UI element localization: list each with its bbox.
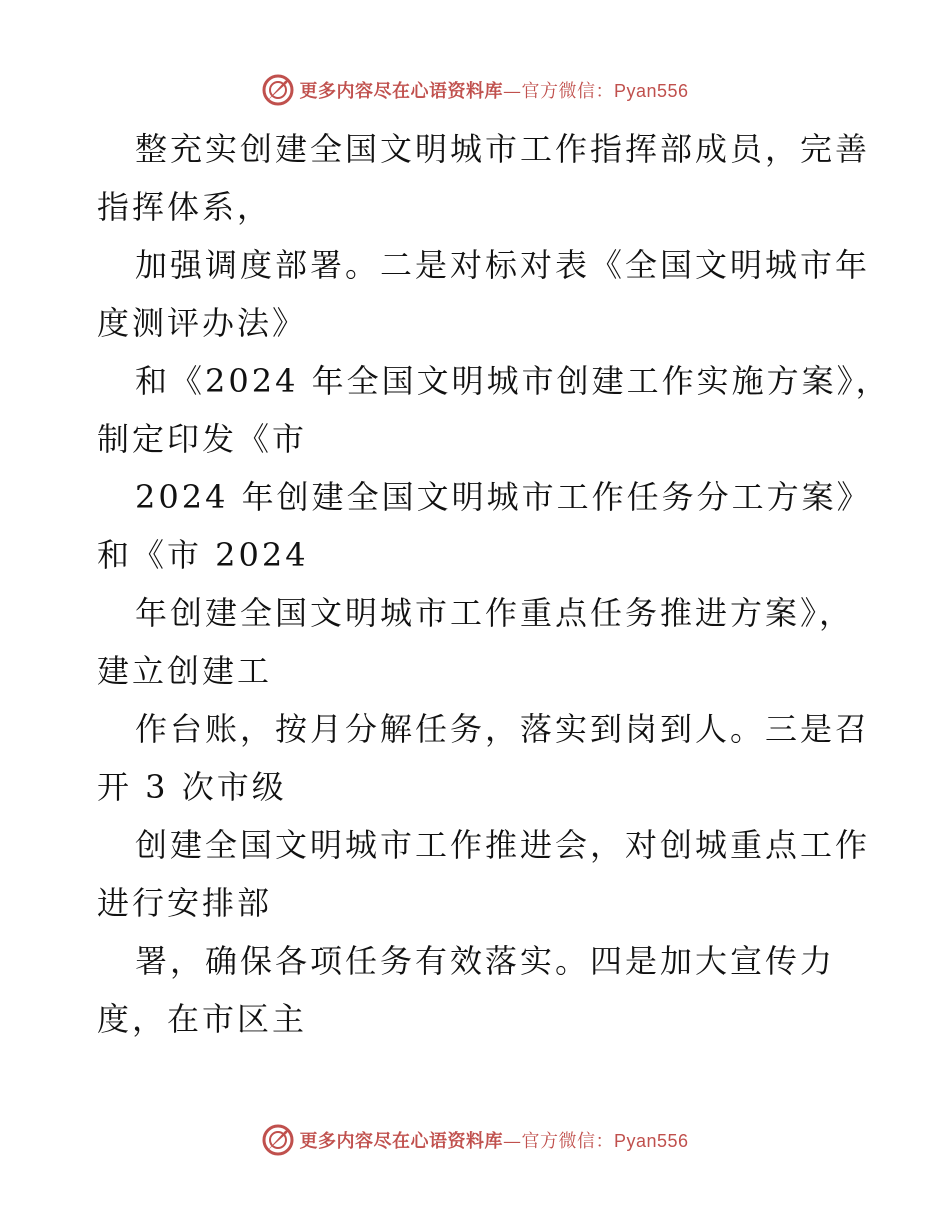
text-line: 署，确保各项任务有效落实。四是加大宣传力: [135, 942, 836, 980]
text-line: 和《2024 年全国文明城市创建工作实施方案》，: [135, 362, 891, 400]
header-wechat: 官方微信：Pyan556: [521, 81, 689, 101]
text-line: 度测评办法》: [97, 304, 308, 342]
quill-logo-icon: [261, 1123, 295, 1157]
footer-wechat: 官方微信：Pyan556: [521, 1131, 689, 1151]
footer-title: 更多内容尽在心语资料库: [299, 1131, 503, 1152]
text-line: 和《市 2024: [97, 536, 309, 574]
header-separator: —: [502, 81, 522, 102]
text-line: 年创建全国文明城市工作重点任务推进方案》，: [135, 594, 855, 632]
text-line: 加强调度部署。二是对标对表《全国文明城市年: [135, 246, 871, 284]
text-line: 制定印发《市: [97, 420, 308, 458]
body-text: [97, 120, 891, 1048]
text-line: 作台账，按月分解任务，落实到岗到人。三是召: [135, 710, 871, 748]
footer-separator: —: [502, 1131, 522, 1152]
footer-banner: [0, 1120, 950, 1160]
quill-logo-icon: [261, 73, 295, 107]
text-line: 进行安排部: [97, 884, 273, 922]
text-line: 2024 年创建全国文明城市工作任务分工方案》: [135, 478, 872, 516]
text-line: 度，在市区主: [97, 1000, 308, 1038]
text-line: 开 3 次市级: [97, 768, 287, 806]
text-line: 建立创建工: [97, 652, 273, 690]
text-line: 创建全国文明城市工作推进会，对创城重点工作: [135, 826, 871, 864]
text-line: 指挥体系，: [97, 188, 273, 226]
header-banner: [0, 70, 950, 110]
text-line: 整充实创建全国文明城市工作指挥部成员，完善: [135, 130, 871, 168]
header-title: 更多内容尽在心语资料库: [299, 81, 503, 102]
